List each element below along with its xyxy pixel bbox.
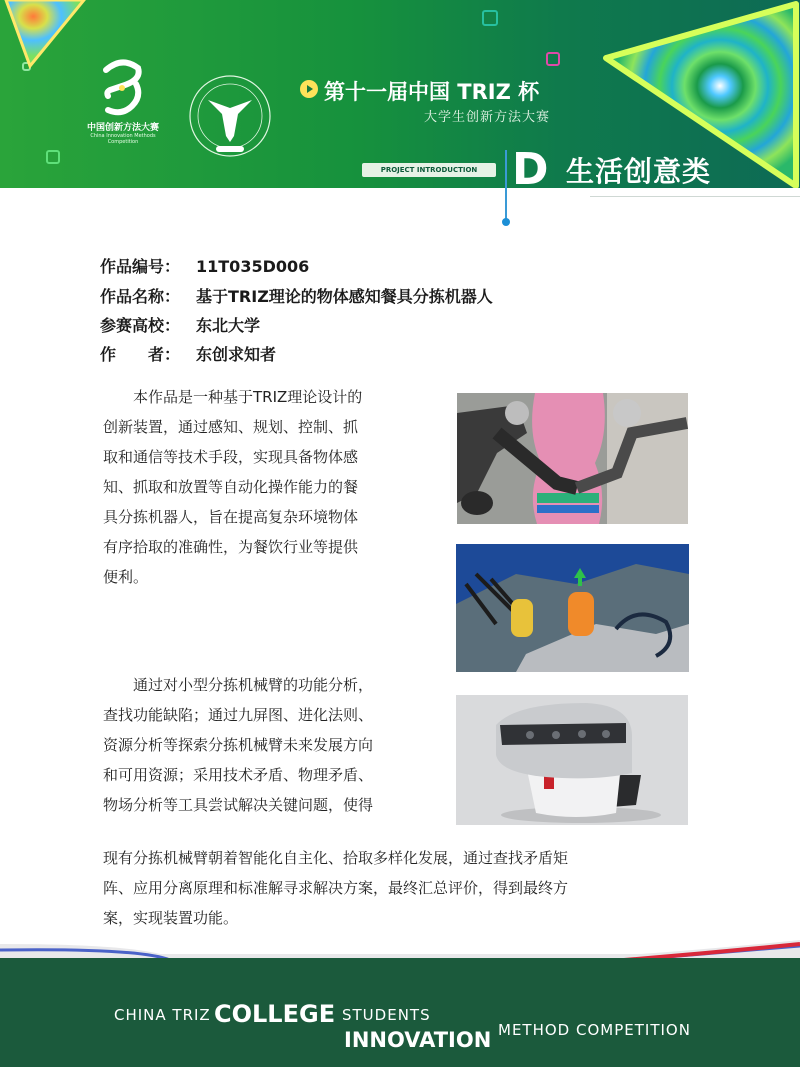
info-label: 作 者： — [100, 345, 181, 364]
text-line: 现有分拣机械臂朝着智能化自主化、拾取多样化发展，通过查找矛盾矩 — [103, 849, 569, 867]
decor-triangle-left — [0, 0, 90, 70]
divider-dot — [502, 218, 510, 226]
sorting-robot-render — [456, 695, 688, 825]
logo-cn-text: 中国创新方法大赛 — [86, 123, 159, 133]
footer-text-method-competition: METHOD COMPETITION — [498, 1021, 691, 1039]
point-cloud-photo — [456, 544, 689, 672]
text-line: 物场分析等工具尝试解决关键问题，使得 — [103, 796, 374, 814]
category-name: 生活创意类 — [566, 155, 712, 188]
text-line: 资源分析等探索分拣机械臂未来发展方向 — [103, 736, 374, 754]
info-row — [100, 254, 309, 277]
footer-text-college: COLLEGE — [214, 1000, 336, 1028]
text-line: 案，实现装置功能。 — [103, 909, 239, 927]
text-line: 查找功能缺陷；通过九屏图、进化法则、 — [103, 706, 374, 724]
text-line: 阵、应用分离原理和标准解寻求解决方案，最终汇总评价，得到最终方 — [103, 879, 569, 897]
description-paragraph-2-continued — [103, 843, 703, 933]
text-line: 有序拾取的准确性，为餐饮行业等提供 — [103, 538, 359, 556]
text-line: 具分拣机器人，旨在提高复杂环境物体 — [103, 508, 359, 526]
info-row — [100, 313, 260, 336]
info-value: 11T035D006 — [196, 257, 310, 276]
description-paragraph-1 — [103, 382, 443, 592]
category-letter: D — [512, 144, 549, 188]
title-main: 第十一届中国 TRIZ 杯 — [324, 80, 540, 104]
text-line: 知、抓取和放置等自动化操作能力的餐 — [103, 478, 359, 496]
divider-horizontal — [590, 196, 800, 197]
logo-mark-icon — [98, 56, 146, 118]
decor-square — [46, 150, 60, 164]
info-row — [100, 284, 493, 307]
text-line: 取和通信等技术手段，实现具备物体感 — [103, 448, 359, 466]
info-label: 参赛高校： — [100, 316, 181, 335]
text-line: 创新装置，通过感知、规划、控制、抓 — [103, 418, 359, 436]
info-value: 基于TRIZ理论的物体感知餐具分拣机器人 — [196, 287, 493, 306]
header-banner — [0, 0, 800, 188]
description-paragraph-2 — [103, 670, 448, 820]
info-value: 东北大学 — [196, 316, 261, 335]
text-line: 便利。 — [103, 568, 149, 586]
competition-logo — [78, 56, 168, 146]
play-icon — [300, 80, 318, 98]
decor-square — [546, 52, 560, 66]
footer-text-china-triz: CHINA TRIZ — [114, 1006, 211, 1024]
logo-en-text: China Innovation Methods Competition — [90, 133, 156, 145]
project-introduction-tag: PROJECT INTRODUCTION — [362, 163, 496, 177]
info-row — [100, 342, 276, 365]
footer-text-innovation: INNOVATION — [344, 1028, 492, 1052]
title-sub: 大学生创新方法大赛 — [424, 110, 551, 125]
footer-text-students: STUDENTS — [342, 1006, 431, 1024]
decor-square — [482, 10, 498, 26]
triz-cup-emblem-icon — [186, 72, 274, 160]
text-line: 通过对小型分拣机械臂的功能分析， — [103, 676, 374, 694]
info-label: 作品编号： — [100, 257, 181, 276]
info-label: 作品名称： — [100, 287, 181, 306]
text-line: 和可用资源；采用技术矛盾、物理矛盾、 — [103, 766, 374, 784]
info-value: 东创求知者 — [196, 345, 277, 364]
text-line: 本作品是一种基于TRIZ理论设计的 — [103, 388, 363, 406]
robot-arms-photo — [457, 393, 688, 524]
divider-vertical — [505, 150, 507, 222]
